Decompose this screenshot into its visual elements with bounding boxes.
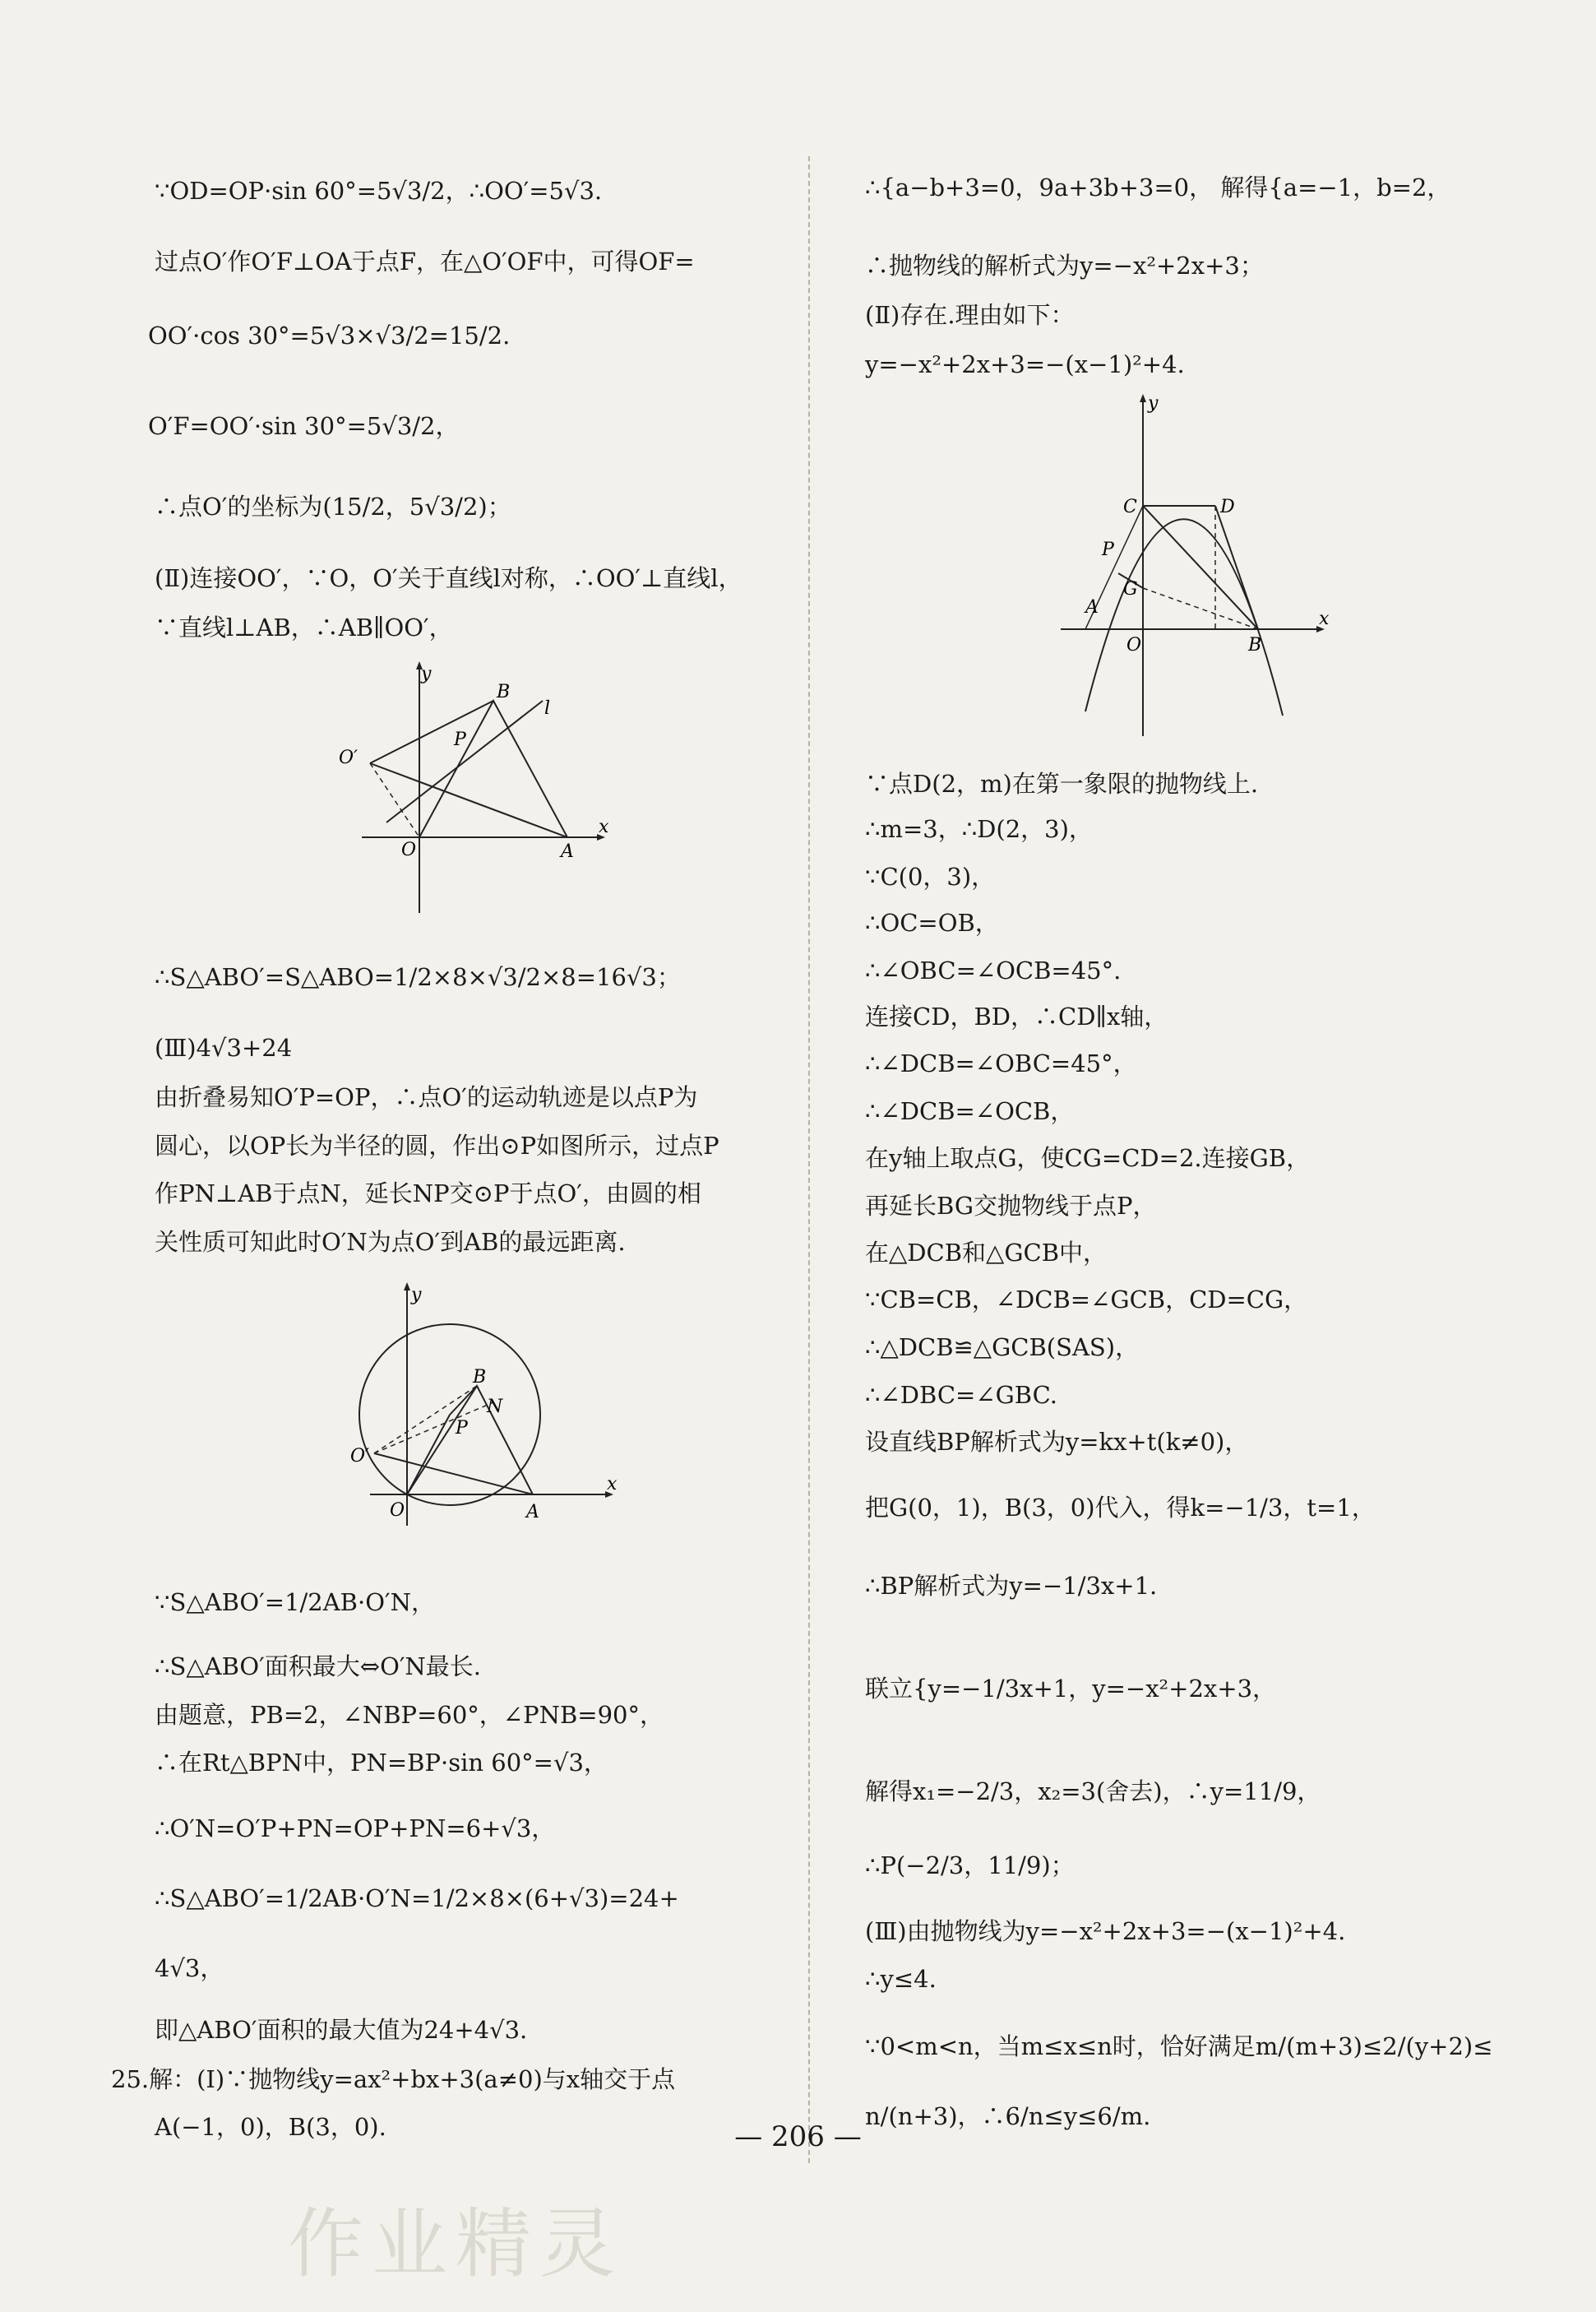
text-line: 关性质可知此时O′N为点O′到AB的最远距离. (155, 1228, 626, 1256)
diagram-circle (345, 1279, 625, 1534)
text-line: ∵点D(2，m)在第一象限的抛物线上. (865, 770, 1259, 798)
text-line: ∴抛物线的解析式为y=−x²+2x+3； (865, 252, 1264, 280)
text-line: 过点O′作O′F⊥OA于点F，在△O′OF中，可得OF= (155, 248, 695, 276)
diagram-label: x (1319, 609, 1330, 629)
text-line: ∵直线l⊥AB，∴AB∥OO′， (155, 614, 453, 642)
text-line: y=−x²+2x+3=−(x−1)²+4. (865, 350, 1185, 378)
diagram-label: y (411, 1285, 422, 1305)
diagram-parabola (1052, 391, 1332, 744)
column-divider (808, 156, 810, 2163)
diagram-label: A (561, 841, 574, 862)
text-line: 由折叠易知O′P=OP，∴点O′的运动轨迹是以点P为 (155, 1083, 698, 1111)
text-line: (Ⅲ)由抛物线为y=−x²+2x+3=−(x−1)²+4. (865, 1917, 1346, 1945)
text-line: ∴△DCB≌△GCB(SAS)， (865, 1333, 1140, 1361)
diagram-label: O (390, 1500, 405, 1521)
text-line: 把G(0，1)，B(3，0)代入，得k=−1/3，t=1， (865, 1494, 1376, 1522)
diagram-label: N (487, 1397, 503, 1417)
text-line: 4√3， (155, 1954, 224, 1982)
diagram-label: O′ (339, 748, 359, 768)
text-line: ∴∠OBC=∠OCB=45°. (865, 957, 1122, 985)
diagram-label: O (401, 840, 417, 860)
diagram-label: P (1102, 540, 1114, 560)
text-line: 在△DCB和△GCB中， (865, 1239, 1108, 1267)
diagram-label: A (526, 1502, 539, 1522)
diagram-label: P (454, 730, 466, 750)
diagram-triangle-reflection (329, 658, 625, 921)
text-line: 作PN⊥AB于点N，延长NP交⊙P于点O′，由圆的相 (155, 1179, 701, 1207)
diagram-label: B (473, 1367, 487, 1388)
text-line: ∴{a−b+3=0，9a+3b+3=0， 解得{a=−1，b=2， (865, 174, 1451, 202)
text-line: 解得x₁=−2/3，x₂=3(舍去)，∴y=11/9， (865, 1777, 1321, 1805)
text-line: n/(n+3)，∴6/n≤y≤6/m. (865, 2102, 1151, 2130)
diagram-label: A (1085, 597, 1099, 618)
text-line: ∵S△ABO′=1/2AB·O′N， (155, 1588, 435, 1616)
text-line: ∴m=3，∴D(2，3)， (865, 815, 1093, 843)
text-line: ∵0<m<n，当m≤x≤n时，恰好满足m/(m+3)≤2/(y+2)≤ (865, 2032, 1493, 2060)
diagram-label: y (1148, 393, 1159, 414)
text-line: ∵C(0，3)， (865, 863, 996, 891)
text-line: ∴∠DBC=∠GBC. (865, 1381, 1058, 1409)
watermark: 作业精灵 (288, 2200, 624, 2288)
text-line: 在y轴上取点G，使CG=CD=2.连接GB， (865, 1144, 1311, 1172)
text-line: ∴y≤4. (865, 1965, 937, 1993)
text-line: ∴P(−2/3，11/9)； (865, 1851, 1075, 1879)
text-line: ∴∠DCB=∠OBC=45°， (865, 1049, 1137, 1077)
text-line: (Ⅱ)连接OO′，∵O，O′关于直线l对称，∴OO′⊥直线l， (155, 564, 742, 592)
text-line: ∴O′N=O′P+PN=OP+PN=6+√3， (155, 1814, 556, 1842)
text-line: A(−1，0)，B(3，0). (155, 2113, 386, 2141)
text-line: ∴S△ABO′=S△ABO=1/2×8×√3/2×8=16√3； (155, 963, 681, 991)
page-number: — 206 — (734, 2120, 862, 2153)
diagram-label: G (1123, 579, 1138, 600)
text-line: (Ⅲ)4√3+24 (155, 1034, 293, 1062)
text-line: OO′·cos 30°=5√3×√3/2=15/2. (148, 322, 511, 350)
text-line: 圆心，以OP长为半径的圆，作出⊙P如图所示，过点P (155, 1132, 719, 1160)
text-line: ∴OC=OB， (865, 909, 999, 937)
text-line: ∴在Rt△BPN中，PN=BP·sin 60°=√3， (155, 1749, 608, 1777)
text-line: 联立{y=−1/3x+1，y=−x²+2x+3， (865, 1675, 1277, 1703)
diagram-label: O (1126, 635, 1142, 656)
diagram-label: O′ (350, 1446, 370, 1466)
text-line: 即△ABO′面积的最大值为24+4√3. (155, 2016, 528, 2044)
text-line: O′F=OO′·sin 30°=5√3/2， (148, 412, 460, 440)
text-line: ∴BP解析式为y=−1/3x+1. (865, 1572, 1158, 1600)
diagram-label: x (607, 1474, 618, 1494)
text-line: 再延长BG交抛物线于点P， (865, 1192, 1157, 1220)
text-line: (Ⅱ)存在.理由如下： (865, 301, 1075, 329)
text-line: ∴点O′的坐标为(15/2，5√3/2)； (155, 493, 511, 521)
diagram-label: y (421, 664, 432, 684)
text-line: ∵CB=CB，∠DCB=∠GCB，CD=CG， (865, 1286, 1308, 1314)
text-line: ∴S△ABO′=1/2AB·O′N=1/2×8×(6+√3)=24+ (155, 1884, 679, 1912)
diagram-label: C (1123, 497, 1137, 517)
question-25-start: 25.解：(Ⅰ)∵抛物线y=ax²+bx+3(a≠0)与x轴交于点 (111, 2065, 676, 2093)
text-line: ∴∠DCB=∠OCB， (865, 1097, 1075, 1125)
diagram-label: x (599, 817, 609, 837)
diagram-label: P (456, 1418, 468, 1439)
diagram-label: B (497, 682, 511, 702)
text-line: ∵OD=OP·sin 60°=5√3/2，∴OO′=5√3. (155, 177, 603, 205)
text-line: 连接CD，BD，∴CD∥x轴， (865, 1003, 1168, 1031)
diagram-label: B (1248, 635, 1262, 656)
text-line: 设直线BP解析式为y=kx+t(k≠0)， (865, 1428, 1249, 1456)
diagram-label: l (544, 698, 551, 719)
text-line: ∴S△ABO′面积最大⇔O′N最长. (155, 1652, 482, 1680)
diagram-label: D (1220, 497, 1235, 517)
text-line: 由题意，PB=2，∠NBP=60°，∠PNB=90°， (155, 1701, 664, 1729)
